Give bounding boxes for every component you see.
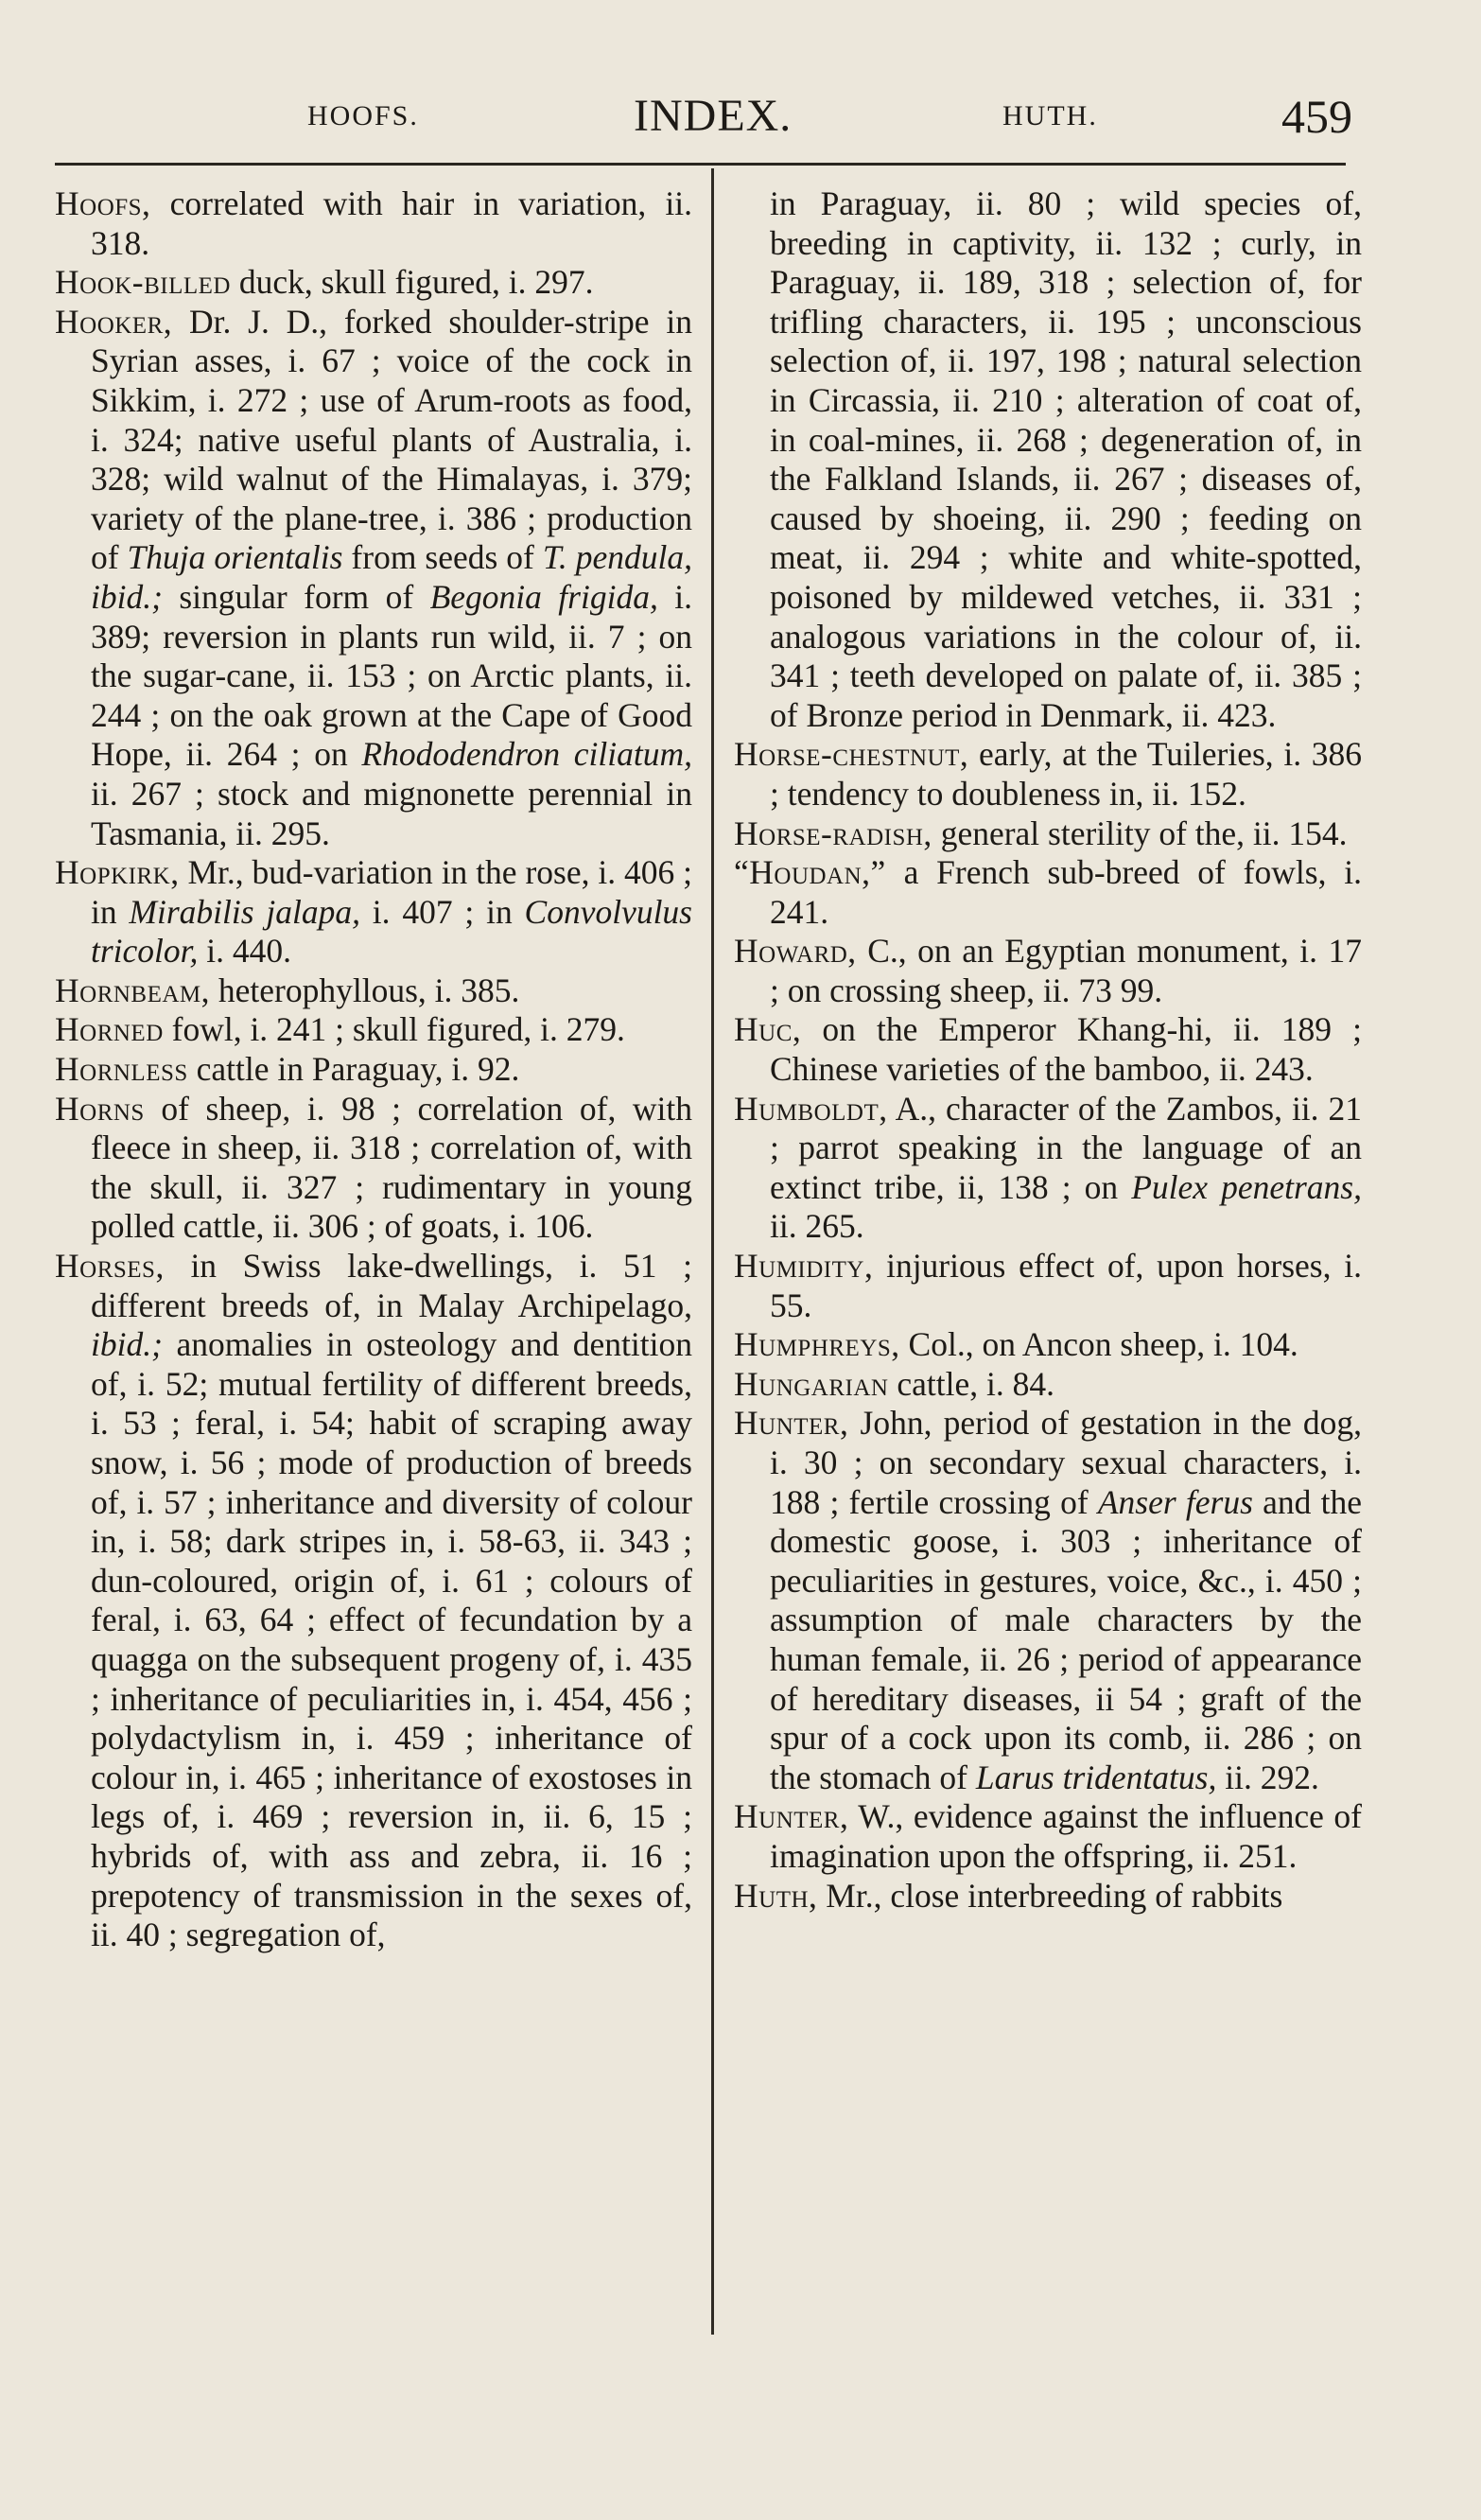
index-italic-term: Convolvulus tricolor, [91, 892, 692, 971]
index-reference-text: ii. 265. [770, 1207, 864, 1246]
right-column [734, 184, 1362, 1916]
index-reference-text: Mr., bud-variation in the rose, i. 406 ; in [91, 853, 692, 931]
index-italic-term: Thuja orientalis [127, 538, 343, 577]
index-entry [55, 853, 692, 971]
index-headword: Hornless [55, 1050, 188, 1089]
index-reference-text: anomalies in osteology and dentition of, i. 52; mutual fertility of different breeds, i. 53 ; feral, i. 54; habit of scraping away snow, i. 56 ; mode of production of breeds of, i. 57 ; inheritance and diversity of colour in, i. 58; dark stripes in, i. 58-63, ii. 343 ; dun-coloured, origin of, i. 61 ; colours of feral, i. 63, 64 ; effect of fecundation by a quagga on the subsequent progeny of, i. 435 ; inheritance of peculiarities in, i. 454, 456 ; polydactylism in, i. 459 ; inheritance of colour in, i. 465 ; inheritance of exostoses in legs of, i. 469 ; reversion in, ii. 6, 15 ; hybrids of, with ass and zebra, ii. 16 ; prepotency of transmission in the sexes of, ii. 40 ; segregation of, [91, 1325, 692, 1954]
index-italic-term: Pulex penetrans, [1131, 1167, 1362, 1206]
index-italic-term: Anser ferus [1097, 1482, 1253, 1521]
index-entry [55, 1247, 692, 1955]
index-entry [55, 303, 692, 853]
index-entry [734, 1877, 1362, 1916]
index-reference-text: i. 389; reversion in plants run wild, ii. 7 ; on the sugar-cane, ii. 153 ; on Arctic plants, ii. 244 ; on the oak grown at the Cape of Good Hope, ii. 264 ; on [91, 577, 693, 774]
column-divider [711, 168, 714, 2335]
index-entry [734, 184, 1362, 735]
index-entry [55, 184, 692, 263]
header-rule [55, 163, 1346, 166]
index-reference-text: cattle in Paraguay, i. 92. [187, 1050, 520, 1089]
index-reference-text: early, at the Tuileries, i. 386 ; tendency to doubleness in, ii. 152. [770, 735, 1362, 813]
index-italic-term: Begonia frigida, [429, 577, 658, 616]
index-reference-text: of sheep, i. 98 ; correlation of, with fleece in sheep, ii. 318 ; correlation of, with the skull, ii. 327 ; rudimentary in young polled cattle, ii. 306 ; of goats, i. 106. [91, 1089, 692, 1246]
index-reference-text: general sterility of the, ii. 154. [932, 814, 1348, 852]
index-entry [734, 735, 1362, 814]
page-number: 459 [1281, 90, 1352, 143]
index-entry [734, 1325, 1362, 1365]
index-headword: “Houdan,” [734, 853, 886, 892]
header-right-catchword: HUTH. [1002, 100, 1098, 131]
index-entry [734, 932, 1362, 1010]
index-headword: Howard, [734, 932, 857, 971]
index-entry [55, 1010, 692, 1050]
index-entry [734, 814, 1362, 854]
index-reference-text: John, period of gestation in the dog, i. 30 ; on secondary sexual characters, i. 188 ; fertile crossing of [770, 1404, 1362, 1521]
index-entry [55, 971, 692, 1011]
index-reference-text: on the Emperor Khang-hi, ii. 189 ; Chinese varieties of the bamboo, ii. 243. [770, 1010, 1362, 1089]
index-headword: Hungarian [734, 1364, 889, 1403]
index-reference-text: A., character of the Zambos, ii. 21 ; parrot speaking in the language of an extinct tribe, ii, 138 ; on [770, 1089, 1362, 1206]
index-headword: Hornbeam, [55, 971, 211, 1009]
index-entry [734, 1365, 1362, 1405]
index-reference-text: singular form of [162, 577, 430, 616]
index-reference-text: correlated with hair in variation, ii. 318. [91, 184, 692, 262]
index-reference-text: C., on an Egyptian monument, i. 17 ; on crossing sheep, ii. 73 99. [770, 932, 1362, 1009]
index-entry [734, 1090, 1362, 1247]
index-entry [734, 1797, 1362, 1876]
index-reference-text: ii. 292. [1216, 1758, 1319, 1796]
index-reference-text: injurious effect of, upon horses, i. 55. [770, 1247, 1362, 1324]
index-italic-term: T. pendula, ibid.; [91, 538, 693, 616]
header-title: INDEX. [634, 91, 793, 141]
index-headword: Horns [55, 1089, 145, 1128]
index-reference-text: in Paraguay, ii. 80 ; wild species of, breeding in captivity, ii. 132 ; curly, in Paraguay, ii. 189, 318 ; selection of, for trifling characters, ii. 195 ; unconscious selection of, ii. 197, 198 ; natural selection in Circassia, ii. 210 ; alteration of coat of, in coal-mines, ii. 268 ; degeneration of, in the Falkland Islands, ii. 267 ; diseases of, caused by shoeing, ii. 290 ; feeding on meat, ii. 294 ; white and white-spotted, poisoned by mildewed vetches, ii. 331 ; analogous variations in the colour of, ii. 341 ; teeth developed on palate of, ii. 385 ; of Bronze period in Denmark, ii. 423. [770, 184, 1362, 734]
index-headword: Hunter, [734, 1404, 849, 1443]
index-reference-text: cattle, i. 84. [888, 1364, 1054, 1403]
index-headword: Horses, [55, 1247, 165, 1286]
index-italic-term: ibid.; [91, 1325, 163, 1364]
index-reference-text: a French sub-breed of fowls, i. 241. [770, 853, 1362, 931]
index-reference-text: i. 407 ; in [360, 892, 525, 931]
index-reference-text: duck, skull figured, i. 297. [231, 263, 594, 302]
index-headword: Horse-chestnut, [734, 735, 969, 774]
left-column [55, 184, 692, 1955]
index-headword: Humidity, [734, 1247, 874, 1286]
index-headword: Hopkirk, [55, 853, 180, 892]
index-reference-text: i. 440. [198, 932, 292, 971]
index-headword: Huth, [734, 1876, 818, 1915]
index-entry [734, 853, 1362, 932]
index-headword: Hoofs, [55, 184, 151, 222]
index-reference-text: from seeds of [342, 538, 543, 577]
index-headword: Humphreys, [734, 1325, 900, 1364]
running-header [0, 83, 1481, 149]
index-headword: Huc, [734, 1010, 802, 1049]
index-reference-text: heterophyllous, i. 385. [210, 971, 520, 1009]
index-entry [55, 263, 692, 303]
index-reference-text: and the domestic goose, i. 303 ; inheritance of peculiarities in gestures, voice, &c., i. 450 ; assumption of male characters by the human female, ii. 26 ; period of appearance of hereditary diseases, ii 54 ; graft of the spur of a cock upon its comb, ii. 286 ; on the stomach of [770, 1482, 1362, 1796]
index-headword: Hook-billed [55, 263, 231, 302]
index-headword: Horse-radish, [734, 814, 932, 852]
index-italic-term: Larus tridentatus, [975, 1758, 1217, 1796]
index-entry [55, 1090, 692, 1247]
index-italic-term: Rhododendron ciliatum, [361, 735, 692, 774]
index-headword: Horned [55, 1010, 164, 1049]
header-left-catchword: HOOFS. [307, 100, 419, 131]
index-reference-text: Col., on Ancon sheep, i. 104. [899, 1325, 1298, 1364]
index-reference-text: W., evidence against the influence of imagination upon the offspring, ii. 251. [770, 1797, 1362, 1875]
index-reference-text: in Swiss lake-dwellings, i. 51 ; different breeds of, in Malay Archipelago, [91, 1247, 692, 1324]
index-reference-text: ii. 267 ; stock and mignonette perennial in Tasmania, ii. 295. [91, 774, 692, 852]
index-reference-text: Mr., close interbreeding of rabbits [817, 1876, 1283, 1915]
index-entry [734, 1404, 1362, 1797]
index-entry [734, 1010, 1362, 1089]
index-entry [734, 1247, 1362, 1325]
index-headword: Hooker, [55, 302, 173, 341]
index-reference-text: Dr. J. D., forked shoulder-stripe in Syrian asses, i. 67 ; voice of the cock in Sikkim, i. 272 ; use of Arum-roots as food, i. 324; native useful plants of Australia, i. 328; wild walnut of the Himalayas, i. 379; variety of the plane-tree, i. 386 ; production of [91, 302, 692, 577]
index-reference-text: fowl, i. 241 ; skull figured, i. 279. [163, 1010, 625, 1049]
index-italic-term: Mirabilis jalapa, [129, 892, 360, 931]
index-entry [55, 1050, 692, 1090]
index-headword: Humboldt, [734, 1089, 888, 1128]
index-headword: Hunter, [734, 1797, 849, 1836]
